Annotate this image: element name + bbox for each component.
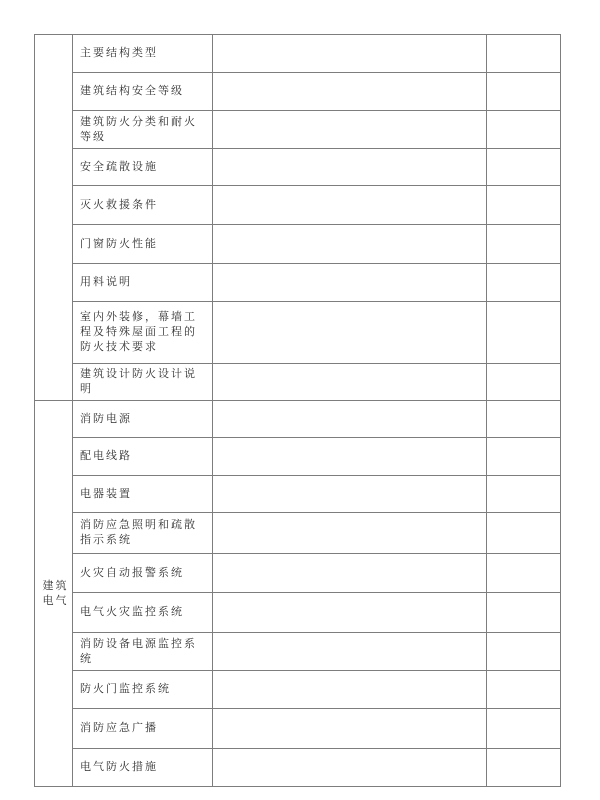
table-row: [35, 593, 561, 633]
note-cell: [487, 401, 561, 438]
item-label-cell: 火灾自动报警系统: [73, 554, 213, 593]
table-row: [35, 225, 561, 264]
item-label-cell: 电器装置: [73, 476, 213, 513]
item-label-cell: 电气防火措施: [73, 749, 213, 787]
section-label-cell: 建筑电气: [35, 401, 73, 787]
note-cell: [487, 225, 561, 264]
value-cell: [213, 438, 487, 476]
table-row: [35, 513, 561, 554]
value-cell: [213, 401, 487, 438]
item-label-cell: 配电线路: [73, 438, 213, 476]
table-row: [35, 302, 561, 364]
item-label-cell: 主要结构类型: [73, 35, 213, 73]
value-cell: [213, 364, 487, 401]
table-row: [35, 264, 561, 302]
note-cell: [487, 513, 561, 554]
item-label-cell: 消防电源: [73, 401, 213, 438]
item-label-cell: 安全疏散设施: [73, 149, 213, 186]
table-row: [35, 554, 561, 593]
table-row: [35, 633, 561, 671]
note-cell: [487, 264, 561, 302]
table-row: [35, 35, 561, 73]
value-cell: [213, 302, 487, 364]
table-row: [35, 749, 561, 787]
note-cell: [487, 149, 561, 186]
value-cell: [213, 186, 487, 225]
note-cell: [487, 476, 561, 513]
value-cell: [213, 513, 487, 554]
value-cell: [213, 35, 487, 73]
note-cell: [487, 633, 561, 671]
note-cell: [487, 35, 561, 73]
value-cell: [213, 709, 487, 749]
note-cell: [487, 593, 561, 633]
table-row: [35, 671, 561, 709]
item-label-cell: 电气火灾监控系统: [73, 593, 213, 633]
note-cell: [487, 554, 561, 593]
table-row: [35, 364, 561, 401]
note-cell: [487, 73, 561, 111]
table-row: [35, 476, 561, 513]
value-cell: [213, 111, 487, 149]
item-label-cell: 建筑防火分类和耐火等级: [73, 111, 213, 149]
item-label-cell: 用料说明: [73, 264, 213, 302]
note-cell: [487, 302, 561, 364]
value-cell: [213, 593, 487, 633]
value-cell: [213, 476, 487, 513]
item-label-cell: 灭火救援条件: [73, 186, 213, 225]
value-cell: [213, 149, 487, 186]
item-label-cell: 建筑设计防火设计说明: [73, 364, 213, 401]
item-label-cell: 消防应急广播: [73, 709, 213, 749]
fire-design-review-table: [34, 34, 561, 787]
note-cell: [487, 364, 561, 401]
note-cell: [487, 438, 561, 476]
item-label-cell: 消防应急照明和疏散指示系统: [73, 513, 213, 554]
table-row: [35, 401, 561, 438]
note-cell: [487, 111, 561, 149]
item-label-cell: 防火门监控系统: [73, 671, 213, 709]
item-label-cell: 建筑结构安全等级: [73, 73, 213, 111]
item-label-cell: 门窗防火性能: [73, 225, 213, 264]
note-cell: [487, 749, 561, 787]
value-cell: [213, 225, 487, 264]
table-row: [35, 149, 561, 186]
note-cell: [487, 186, 561, 225]
table-row: [35, 438, 561, 476]
note-cell: [487, 671, 561, 709]
value-cell: [213, 554, 487, 593]
item-label-cell: 室内外装修，幕墙工程及特殊屋面工程的防火技术要求: [73, 302, 213, 364]
table-row: [35, 73, 561, 111]
value-cell: [213, 73, 487, 111]
section-label-cell: [35, 35, 73, 401]
value-cell: [213, 671, 487, 709]
table-row: [35, 709, 561, 749]
table-row: [35, 111, 561, 149]
item-label-cell: 消防设备电源监控系统: [73, 633, 213, 671]
value-cell: [213, 633, 487, 671]
value-cell: [213, 749, 487, 787]
value-cell: [213, 264, 487, 302]
note-cell: [487, 709, 561, 749]
table-row: [35, 186, 561, 225]
